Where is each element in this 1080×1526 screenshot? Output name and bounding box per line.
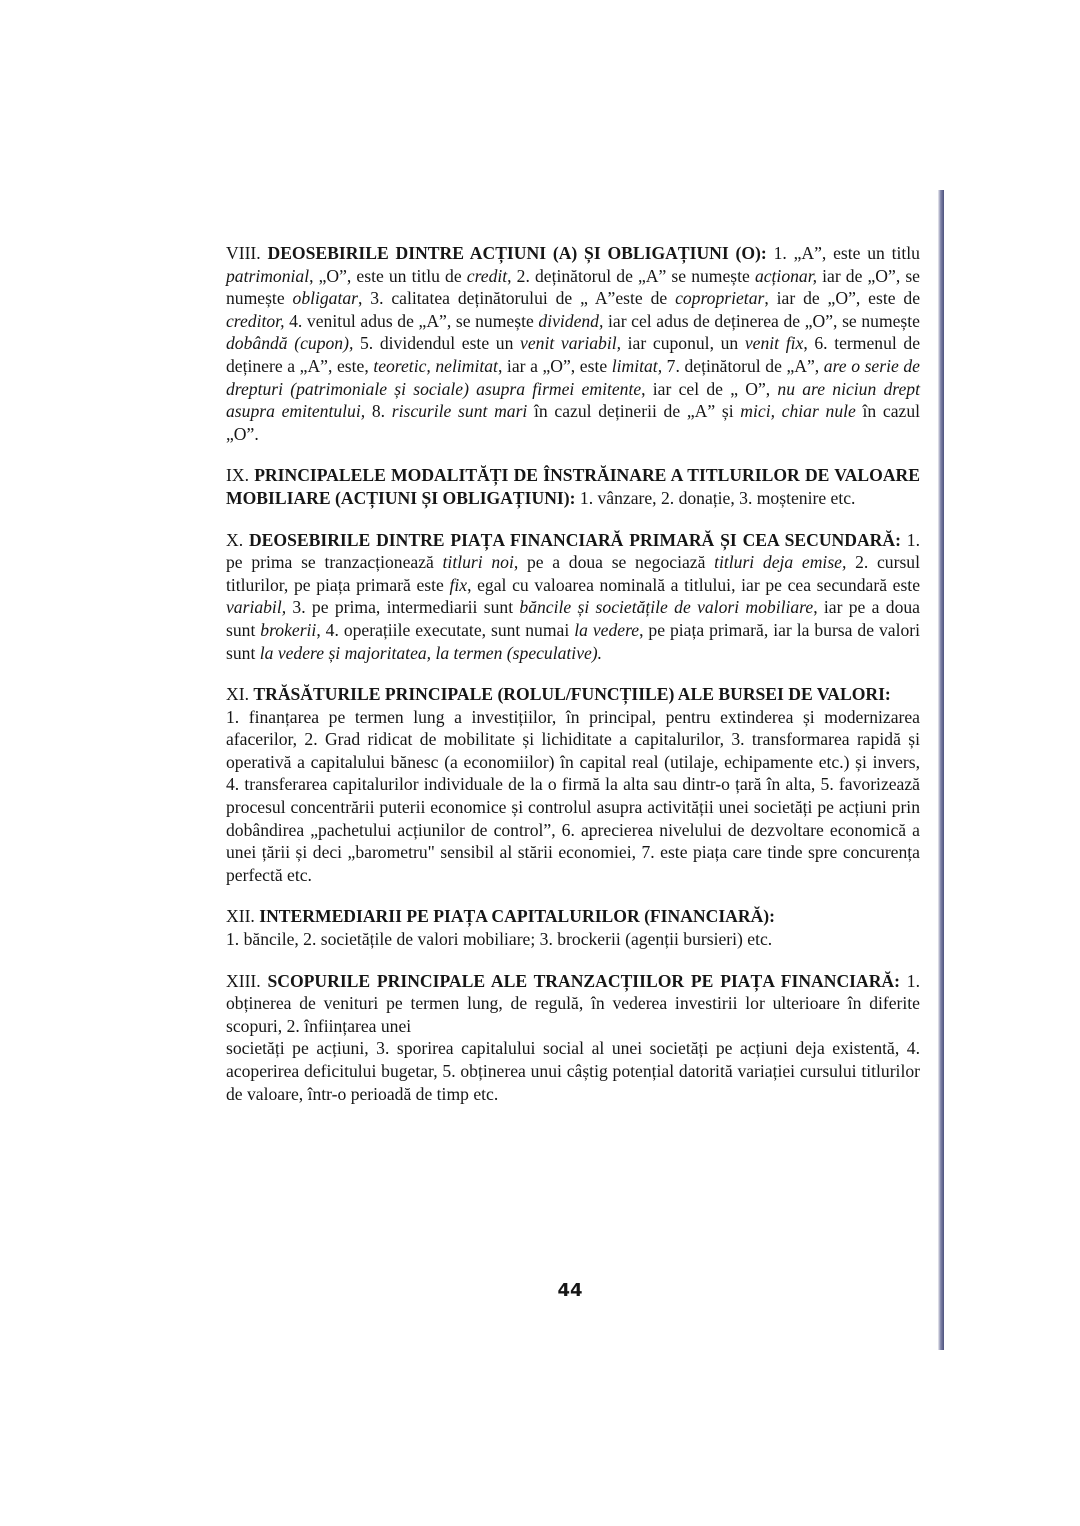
- emphasis-text: venit variabil,: [520, 333, 622, 354]
- emphasis-text: obligatar: [292, 288, 359, 309]
- body-text: 1. pe prima se tranzacționează: [226, 529, 920, 573]
- section-heading: INTERMEDIARII PE PIAȚA CAPITALURILOR (FINANCIARĂ):: [259, 906, 776, 927]
- emphasis-text: fix: [449, 574, 468, 595]
- paragraph: [226, 928, 920, 951]
- body-text: VIII.: [226, 243, 268, 263]
- scan-edge-shadow: [938, 190, 944, 1350]
- section-heading: DEOSEBIRILE DINTRE ACȚIUNI (A) ȘI OBLIGAȚIUNI (O):: [267, 243, 767, 263]
- body-text: iar de „O”, se numește: [226, 265, 920, 309]
- body-text: , 3. calitatea deținătorului de „ A”este de: [358, 288, 676, 309]
- emphasis-text: dobândă (cupon),: [226, 333, 354, 354]
- body-text: 3. pe prima, intermediarii sunt: [286, 597, 520, 618]
- body-text: 7. deținătorul de „A”,: [662, 355, 824, 376]
- body-text: , pe a doua se negociază: [513, 552, 715, 573]
- body-text: 1. „A”, este un titlu: [766, 243, 920, 263]
- body-text: 2. cursul titlurilor, pe piața primară este: [226, 552, 920, 595]
- paragraph: [226, 970, 920, 1038]
- emphasis-text: patrimonial: [226, 265, 310, 286]
- body-text: , „O”, este un titlu de: [309, 265, 467, 286]
- body-text: XII.: [226, 906, 260, 927]
- body-text: XI.: [226, 684, 254, 705]
- emphasis-text: titluri deja emise,: [714, 552, 847, 573]
- body-text: XIII.: [226, 970, 268, 991]
- section: [226, 529, 920, 665]
- paragraph: [226, 464, 920, 509]
- body-text: 5. dividendul este un: [353, 333, 521, 354]
- emphasis-text: creditor,: [226, 310, 285, 331]
- emphasis-text: titluri noi: [442, 552, 514, 573]
- body-text: 8.: [365, 401, 392, 422]
- emphasis-text: brokerii: [260, 619, 317, 640]
- emphasis-text: acționar,: [754, 265, 818, 286]
- emphasis-text: la vedere: [574, 619, 640, 640]
- emphasis-text: venit fix: [744, 333, 804, 354]
- body-text: 4. venitul adus de „A”, se numește: [284, 310, 539, 331]
- body-text: 1. vânzare, 2. donație, 3. moștenire etc.: [575, 487, 856, 508]
- document-body: [226, 242, 920, 1124]
- body-text: , iar cel de „ O”,: [641, 378, 778, 399]
- body-text: în cazul deținerii de „A” și: [527, 401, 741, 422]
- body-text: , iar pe a doua sunt: [226, 597, 920, 640]
- paragraph: [226, 529, 920, 665]
- body-text: în cazul „O”.: [226, 401, 921, 444]
- emphasis-text: variabil,: [226, 597, 287, 618]
- emphasis-text: teoretic, nelimitat: [373, 355, 498, 376]
- section: [226, 905, 920, 950]
- section-heading: DEOSEBIRILE DINTRE PIAȚA FINANCIARĂ PRIMARĂ ȘI CEA SECUNDARĂ:: [248, 529, 901, 550]
- emphasis-text: are o serie de drepturi (patrimoniale și sociale) asupra firmei emitente: [226, 355, 920, 399]
- section-heading: PRINCIPALELE MODALITĂȚI DE ÎNSTRĂINARE A TITLURILOR DE VALOARE MOBILIARE (ACȚIUNI ȘI OBLIGAȚIUNI):: [226, 465, 920, 508]
- body-text: , iar a „O”, este: [497, 355, 612, 376]
- body-text: , 2. deținătorul de „A” se numește: [507, 265, 755, 286]
- body-text: iar cel adus de deținerea de „O”, se numește: [603, 310, 920, 331]
- body-text: 1. obținerea de venituri pe termen lung, de regulă, în vederea investirii lor ulterioare în diferite scopuri, 2. înființarea unei: [226, 970, 920, 1036]
- body-text: IX.: [226, 465, 255, 486]
- section: [226, 683, 920, 886]
- section: [226, 464, 920, 509]
- paragraph: [226, 706, 920, 887]
- emphasis-text: credit: [466, 265, 508, 286]
- emphasis-text: limitat,: [611, 355, 663, 376]
- emphasis-text: coproprietar: [675, 288, 765, 309]
- emphasis-text: la vedere și majoritatea, la termen (speculative).: [259, 642, 603, 663]
- body-text: , 4. operațiile executate, sunt numai: [316, 619, 575, 640]
- emphasis-text: riscurile sunt mari: [391, 401, 528, 422]
- body-text: 1. finanțarea pe termen lung a investițiilor, în principal, pentru extinderea și modernizarea afacerilor, 2. Grad ridicat de mobilitate și lichiditate a capitalurilor, 3. transformarea rapidă și operativă a capitalului bănesc (a economiilor) în capital real (utilaje, echipamente etc.) și invers, 4. transferarea capitalurilor individuale de la o firmă la alta sau dintr-o țară în alta, 5. favorizează procesul concentrării puterii economice și controlul asupra activității unei societăți pe acțiuni prin dobândirea „pachetului acțiunilor de control”, 6. aprecierea nivelului de dezvoltare economică a unei țării și deci „barometru" sensibil al stării economiei, 7. este piața care tinde spre concurența perfectă etc.: [226, 706, 920, 885]
- section: [226, 242, 920, 445]
- paragraph: [226, 905, 920, 928]
- page-number: 44: [557, 1280, 583, 1301]
- paragraph: [226, 242, 920, 445]
- body-text: , pe piața primară, iar la bursa de valori sunt: [226, 619, 921, 663]
- paragraph: [226, 683, 920, 706]
- body-text: X.: [226, 529, 249, 550]
- emphasis-text: nu are niciun drept asupra emitentului,: [226, 378, 920, 422]
- body-text: , 6. termenul de deținere a „A”, este,: [226, 333, 921, 376]
- paragraph: [226, 1037, 920, 1105]
- section: [226, 970, 920, 1106]
- body-text: 1. băncile, 2. societățile de valori mobiliare; 3. brockerii (agenții bursieri) etc.: [226, 929, 773, 950]
- emphasis-text: mici, chiar nule: [740, 401, 856, 422]
- section-heading: SCOPURILE PRINCIPALE ALE TRANZACȚIILOR PE PIAȚA FINANCIARĂ:: [267, 970, 900, 991]
- body-text: iar cuponul, un: [621, 333, 745, 354]
- body-text: , egal cu valoarea nominală a titlului, iar pe cea secundară este: [467, 574, 921, 595]
- emphasis-text: băncile și societățile de valori mobiliare: [519, 597, 814, 618]
- emphasis-text: dividend,: [538, 310, 604, 331]
- body-text: , iar de „O”, este de: [764, 288, 921, 309]
- body-text: societăți pe acțiuni, 3. sporirea capitalului social al unei societăți pe acțiuni deja existentă, 4. acoperirea deficitului bugetar, 5. obținerea unui câștig potențial datorită variației cursului titlurilor de valoare, într-o perioadă de timp etc.: [226, 1038, 920, 1104]
- section-heading: TRĂSĂTURILE PRINCIPALE (ROLUL/FUNCȚIILE) ALE BURSEI DE VALORI:: [253, 684, 891, 705]
